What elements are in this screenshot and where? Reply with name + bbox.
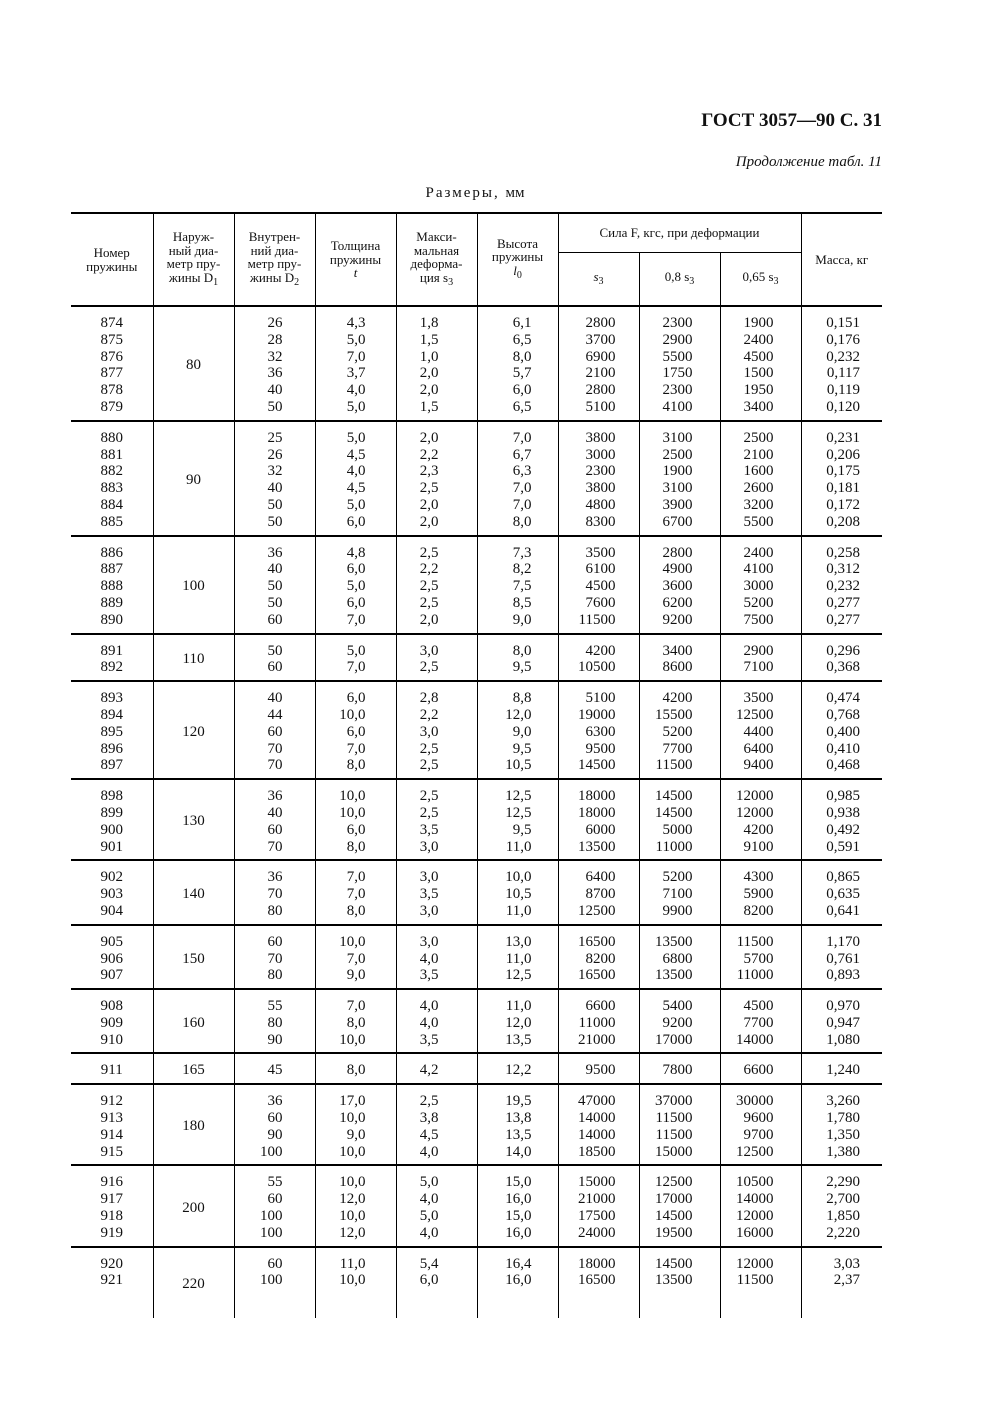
units-caption xyxy=(0,185,950,202)
cell-inner-diameter: 55 80 90 xyxy=(234,989,315,1053)
cell-height: 13,0 11,0 12,5 xyxy=(477,925,558,989)
cell-thickness: 4,8 6,0 5,0 6,0 7,0 xyxy=(315,536,396,634)
cell-force-065: 3500 12500 4400 6400 9400 xyxy=(720,681,801,779)
cell-max-deformation: 4,2 xyxy=(396,1053,477,1084)
cell-outer-diameter: 140 xyxy=(153,860,234,924)
cell-max-deformation: 5,4 6,0 xyxy=(396,1247,477,1318)
cell-height: 12,5 12,5 9,5 11,0 xyxy=(477,779,558,860)
cell-spring-number: 916 917 918 919 xyxy=(71,1165,153,1246)
cell-max-deformation: 2,5 3,8 4,5 4,0 xyxy=(396,1084,477,1165)
cell-mass: 0,970 0,947 1,080 xyxy=(801,989,882,1053)
cell-spring-number: 920 921 xyxy=(71,1247,153,1318)
cell-force-065: 12000 12000 4200 9100 xyxy=(720,779,801,860)
cell-force-065: 6600 xyxy=(720,1053,801,1084)
page-header-title: ГОСТ 3057—90 С. 31 xyxy=(701,110,882,131)
cell-force-065: 10500 14000 12000 16000 xyxy=(720,1165,801,1246)
cell-mass: 3,03 2,37 xyxy=(801,1247,882,1318)
cell-force-s3: 18000 16500 xyxy=(558,1247,639,1318)
cell-mass: 3,260 1,780 1,350 1,380 xyxy=(801,1084,882,1165)
cell-force-s3: 9500 xyxy=(558,1053,639,1084)
cell-force-s3: 3500 6100 4500 7600 11500 xyxy=(558,536,639,634)
cell-mass: 1,240 xyxy=(801,1053,882,1084)
cell-mass: 0,985 0,938 0,492 0,591 xyxy=(801,779,882,860)
cell-outer-diameter: 130 xyxy=(153,779,234,860)
col-header-d2: Внутрен- ний диа- метр пру- жины $D_2$ xyxy=(234,213,315,306)
cell-height: 16,4 16,0 xyxy=(477,1247,558,1318)
cell-mass: 0,474 0,768 0,400 0,410 0,468 xyxy=(801,681,882,779)
cell-force-s3: 16500 8200 16500 xyxy=(558,925,639,989)
table-row-group xyxy=(71,681,882,779)
cell-force-s3: 18000 18000 6000 13500 xyxy=(558,779,639,860)
cell-inner-diameter: 26 28 32 36 40 50 xyxy=(234,306,315,421)
cell-force-08: 4200 15500 5200 7700 11500 xyxy=(639,681,720,779)
cell-force-065: 2500 2100 1600 2600 3200 5500 xyxy=(720,421,801,536)
col-header-number: Номер пружины xyxy=(71,213,153,306)
table-row-group xyxy=(71,925,882,989)
cell-outer-diameter: 160 xyxy=(153,989,234,1053)
table-body xyxy=(71,306,882,1318)
cell-spring-number: 893 894 895 896 897 xyxy=(71,681,153,779)
cell-spring-number: 908 909 910 xyxy=(71,989,153,1053)
cell-thickness: 8,0 xyxy=(315,1053,396,1084)
cell-force-08: 2300 2900 5500 1750 2300 4100 xyxy=(639,306,720,421)
cell-outer-diameter: 110 xyxy=(153,634,234,682)
col-header-max-deformation: Макси- мальная деформа- ция $s_3$ xyxy=(396,213,477,306)
cell-thickness: 11,0 10,0 xyxy=(315,1247,396,1318)
cell-inner-diameter: 25 26 32 40 50 50 xyxy=(234,421,315,536)
cell-height: 8,8 12,0 9,0 9,5 10,5 xyxy=(477,681,558,779)
cell-max-deformation: 2,5 2,2 2,5 2,5 2,0 xyxy=(396,536,477,634)
table-row-group xyxy=(71,1247,882,1318)
cell-inner-diameter: 50 60 xyxy=(234,634,315,682)
cell-spring-number: 898 899 900 901 xyxy=(71,779,153,860)
cell-force-08: 3400 8600 xyxy=(639,634,720,682)
col-header-force-group: Сила F, кгс, при деформации xyxy=(558,213,801,253)
cell-force-065: 2400 4100 3000 5200 7500 xyxy=(720,536,801,634)
cell-mass: 0,296 0,368 xyxy=(801,634,882,682)
cell-inner-diameter: 60 70 80 xyxy=(234,925,315,989)
cell-height: 19,5 13,8 13,5 14,0 xyxy=(477,1084,558,1165)
cell-max-deformation: 2,5 2,5 3,5 3,0 xyxy=(396,779,477,860)
cell-force-08: 5400 9200 17000 xyxy=(639,989,720,1053)
cell-spring-number: 912 913 914 915 xyxy=(71,1084,153,1165)
units-caption-mm: мм xyxy=(505,185,525,201)
table-row-group xyxy=(71,536,882,634)
table-row-group xyxy=(71,306,882,421)
cell-force-s3: 3800 3000 2300 3800 4800 8300 xyxy=(558,421,639,536)
table-row-group xyxy=(71,779,882,860)
table-row-group xyxy=(71,860,882,924)
cell-force-065: 4500 7700 14000 xyxy=(720,989,801,1053)
cell-mass: 2,290 2,700 1,850 2,220 xyxy=(801,1165,882,1246)
cell-max-deformation: 1,8 1,5 1,0 2,0 2,0 1,5 xyxy=(396,306,477,421)
cell-inner-diameter: 55 60 100 100 xyxy=(234,1165,315,1246)
cell-spring-number: 880 881 882 883 884 885 xyxy=(71,421,153,536)
cell-outer-diameter: 165 xyxy=(153,1053,234,1084)
units-caption-label: Размеры, xyxy=(425,185,500,201)
table-row-group xyxy=(71,421,882,536)
col-header-force-065: 0,65 $s_3$ xyxy=(720,253,801,307)
cell-force-08: 3100 2500 1900 3100 3900 6700 xyxy=(639,421,720,536)
cell-thickness: 17,0 10,0 9,0 10,0 xyxy=(315,1084,396,1165)
cell-outer-diameter: 100 xyxy=(153,536,234,634)
cell-outer-diameter: 80 xyxy=(153,306,234,421)
cell-force-065: 11500 5700 11000 xyxy=(720,925,801,989)
cell-force-08: 13500 6800 13500 xyxy=(639,925,720,989)
cell-inner-diameter: 36 70 80 xyxy=(234,860,315,924)
cell-spring-number: 886 887 888 889 890 xyxy=(71,536,153,634)
cell-thickness: 5,0 4,5 4,0 4,5 5,0 6,0 xyxy=(315,421,396,536)
cell-max-deformation: 5,0 4,0 5,0 4,0 xyxy=(396,1165,477,1246)
cell-outer-diameter: 120 xyxy=(153,681,234,779)
cell-force-065: 2900 7100 xyxy=(720,634,801,682)
cell-outer-diameter: 150 xyxy=(153,925,234,989)
cell-mass: 0,151 0,176 0,232 0,117 0,119 0,120 xyxy=(801,306,882,421)
cell-force-s3: 6600 11000 21000 xyxy=(558,989,639,1053)
cell-height: 11,0 12,0 13,5 xyxy=(477,989,558,1053)
cell-force-s3: 47000 14000 14000 18500 xyxy=(558,1084,639,1165)
cell-thickness: 6,0 10,0 6,0 7,0 8,0 xyxy=(315,681,396,779)
cell-outer-diameter: 90 xyxy=(153,421,234,536)
cell-max-deformation: 2,8 2,2 3,0 2,5 2,5 xyxy=(396,681,477,779)
cell-force-s3: 2800 3700 6900 2100 2800 5100 xyxy=(558,306,639,421)
cell-height: 10,0 10,5 11,0 xyxy=(477,860,558,924)
col-header-force-s3: $s_3$ xyxy=(558,253,639,307)
table-continuation-note: Продолжение табл. 11 xyxy=(735,154,882,170)
cell-force-s3: 4200 10500 xyxy=(558,634,639,682)
cell-force-065: 4300 5900 8200 xyxy=(720,860,801,924)
cell-mass: 1,170 0,761 0,893 xyxy=(801,925,882,989)
table-row-group xyxy=(71,1165,882,1246)
cell-max-deformation: 4,0 4,0 3,5 xyxy=(396,989,477,1053)
table-row-group xyxy=(71,989,882,1053)
cell-force-08: 5200 7100 9900 xyxy=(639,860,720,924)
cell-force-s3: 15000 21000 17500 24000 xyxy=(558,1165,639,1246)
cell-force-s3: 5100 19000 6300 9500 14500 xyxy=(558,681,639,779)
cell-force-s3: 6400 8700 12500 xyxy=(558,860,639,924)
col-header-d1: Наруж- ный диа- метр пру- жины $D_1$ xyxy=(153,213,234,306)
cell-height: 7,3 8,2 7,5 8,5 9,0 xyxy=(477,536,558,634)
cell-height: 7,0 6,7 6,3 7,0 7,0 8,0 xyxy=(477,421,558,536)
col-header-mass: Масса, кг xyxy=(801,213,882,306)
cell-force-08: 37000 11500 11500 15000 xyxy=(639,1084,720,1165)
cell-spring-number: 874 875 876 877 878 879 xyxy=(71,306,153,421)
cell-force-08: 7800 xyxy=(639,1053,720,1084)
springs-table xyxy=(71,212,882,1318)
table-header xyxy=(71,213,882,306)
cell-spring-number: 891 892 xyxy=(71,634,153,682)
col-header-force-08: 0,8 $s_3$ xyxy=(639,253,720,307)
cell-max-deformation: 2,0 2,2 2,3 2,5 2,0 2,0 xyxy=(396,421,477,536)
col-header-height: Высота пружины $l_0$ xyxy=(477,213,558,306)
cell-height: 8,0 9,5 xyxy=(477,634,558,682)
cell-thickness: 10,0 12,0 10,0 12,0 xyxy=(315,1165,396,1246)
col-header-thickness: Толщина пружины t xyxy=(315,213,396,306)
cell-mass: 0,865 0,635 0,641 xyxy=(801,860,882,924)
cell-inner-diameter: 40 44 60 70 70 xyxy=(234,681,315,779)
cell-force-08: 14500 14500 5000 11000 xyxy=(639,779,720,860)
cell-inner-diameter: 36 40 50 50 60 xyxy=(234,536,315,634)
cell-outer-diameter: 180 xyxy=(153,1084,234,1165)
cell-outer-diameter: 200 xyxy=(153,1165,234,1246)
cell-inner-diameter: 36 40 60 70 xyxy=(234,779,315,860)
cell-spring-number: 911 xyxy=(71,1053,153,1084)
cell-spring-number: 902 903 904 xyxy=(71,860,153,924)
cell-height: 6,1 6,5 8,0 5,7 6,0 6,5 xyxy=(477,306,558,421)
cell-force-065: 12000 11500 xyxy=(720,1247,801,1318)
cell-inner-diameter: 60 100 xyxy=(234,1247,315,1318)
cell-thickness: 5,0 7,0 xyxy=(315,634,396,682)
cell-thickness: 7,0 7,0 8,0 xyxy=(315,860,396,924)
cell-force-08: 14500 13500 xyxy=(639,1247,720,1318)
cell-thickness: 10,0 7,0 9,0 xyxy=(315,925,396,989)
cell-force-065: 1900 2400 4500 1500 1950 3400 xyxy=(720,306,801,421)
cell-inner-diameter: 45 xyxy=(234,1053,315,1084)
cell-thickness: 7,0 8,0 10,0 xyxy=(315,989,396,1053)
table-row-group xyxy=(71,1053,882,1084)
cell-max-deformation: 3,0 4,0 3,5 xyxy=(396,925,477,989)
cell-inner-diameter: 36 60 90 100 xyxy=(234,1084,315,1165)
cell-max-deformation: 3,0 2,5 xyxy=(396,634,477,682)
cell-mass: 0,231 0,206 0,175 0,181 0,172 0,208 xyxy=(801,421,882,536)
cell-height: 15,0 16,0 15,0 16,0 xyxy=(477,1165,558,1246)
cell-spring-number: 905 906 907 xyxy=(71,925,153,989)
cell-outer-diameter: 220 xyxy=(153,1247,234,1318)
cell-force-08: 2800 4900 3600 6200 9200 xyxy=(639,536,720,634)
cell-thickness: 4,3 5,0 7,0 3,7 4,0 5,0 xyxy=(315,306,396,421)
table-row-group xyxy=(71,1084,882,1165)
cell-max-deformation: 3,0 3,5 3,0 xyxy=(396,860,477,924)
cell-thickness: 10,0 10,0 6,0 8,0 xyxy=(315,779,396,860)
cell-height: 12,2 xyxy=(477,1053,558,1084)
cell-mass: 0,258 0,312 0,232 0,277 0,277 xyxy=(801,536,882,634)
cell-force-08: 12500 17000 14500 19500 xyxy=(639,1165,720,1246)
cell-force-065: 30000 9600 9700 12500 xyxy=(720,1084,801,1165)
table-row-group xyxy=(71,634,882,682)
